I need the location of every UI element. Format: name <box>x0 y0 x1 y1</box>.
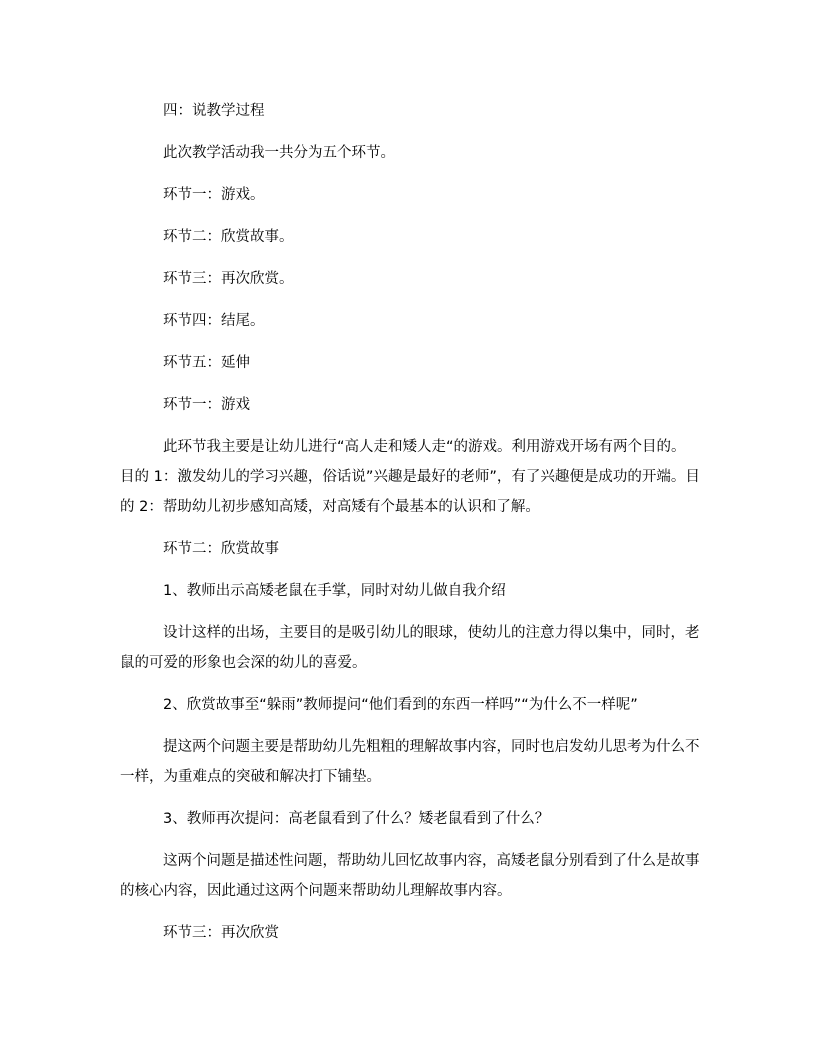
step-2-item-2: 2、欣赏故事至“躲雨”教师提问“他们看到的东西一样吗”“为什么不一样呢” <box>163 697 638 713</box>
step-1-paragraph: 此环节我主要是让幼儿进行“高人走和矮人走“的游戏。利用游戏开场有两个目的。目的 1：激发幼儿的学习兴趣，俗话说”兴趣是最好的老师”，有了兴趣便是成功的开端。目的 2：帮助幼儿初步感知高矮，对高矮有个最基本的认识和了解。 <box>120 439 700 515</box>
paragraph-intro: 此次教学活动我一共分为五个环节。 <box>163 145 395 161</box>
step-2-heading: 环节二：欣赏故事 <box>163 541 279 557</box>
document-body <box>120 96 700 960</box>
list-item-step-3: 环节三：再次欣赏。 <box>163 271 294 287</box>
step-3-heading: 环节三：再次欣赏 <box>163 925 279 941</box>
step-2-item-3-paragraph: 这两个问题是描述性问题，帮助幼儿回忆故事内容，高矮老鼠分别看到了什么是故事的核心内容，因此通过这两个问题来帮助幼儿理解故事内容。 <box>120 853 700 899</box>
section-heading: 四：说教学过程 <box>163 103 265 119</box>
list-item-step-2: 环节二：欣赏故事。 <box>163 229 294 245</box>
list-item-step-1: 环节一：游戏。 <box>163 187 265 203</box>
list-item-step-5: 环节五：延伸 <box>163 355 250 371</box>
step-2-item-2-paragraph: 提这两个问题主要是帮助幼儿先粗粗的理解故事内容，同时也启发幼儿思考为什么不一样，为重难点的突破和解决打下铺垫。 <box>120 739 700 785</box>
step-2-item-1-paragraph: 设计这样的出场，主要目的是吸引幼儿的眼球，使幼儿的注意力得以集中，同时，老鼠的可爱的形象也会深的幼儿的喜爱。 <box>120 625 700 671</box>
step-1-heading: 环节一：游戏 <box>163 397 250 413</box>
list-item-step-4: 环节四：结尾。 <box>163 313 265 329</box>
step-2-item-1: 1、教师出示高矮老鼠在手掌，同时对幼儿做自我介绍 <box>163 583 506 599</box>
step-2-item-3: 3、教师再次提问：高老鼠看到了什么？矮老鼠看到了什么？ <box>163 811 550 827</box>
